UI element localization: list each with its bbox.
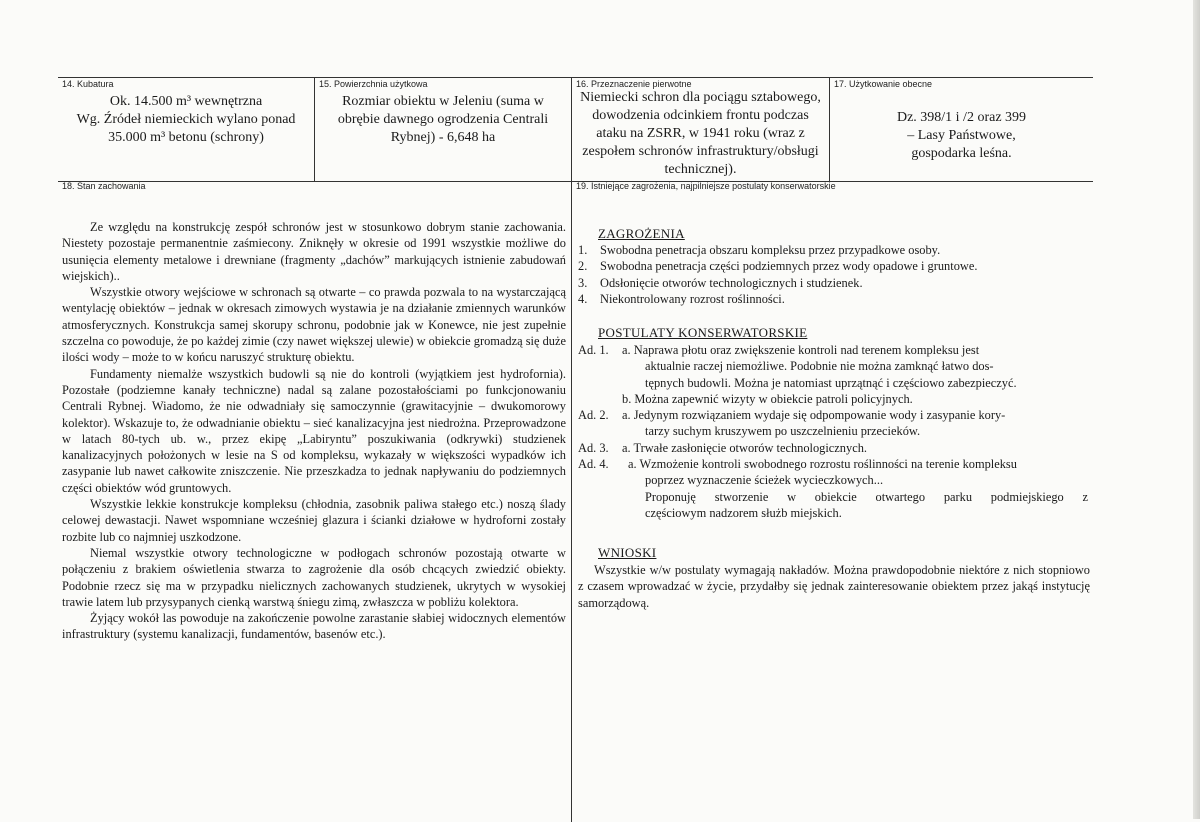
postulate-line: aktualnie raczej niemożliwe. Podobnie nie można zamknąć łatwo dos- bbox=[645, 359, 994, 374]
postulate-line: tępnych budowli. Można je natomiast uprzątnąć i częściowo zabezpieczyć. bbox=[645, 375, 1017, 390]
postulate-line: poprzez wyznaczenie ścieżek wycieczkowych... bbox=[645, 473, 884, 488]
threat-number: 4. bbox=[578, 291, 588, 306]
zagrozenia-list bbox=[578, 242, 1078, 307]
postulate-line: tarzy suchym kruszywem po uszczelnieniu przecieków. bbox=[645, 424, 921, 439]
threat-text: Swobodna penetracja obszaru kompleksu przez przypadkowe osoby. bbox=[600, 243, 941, 257]
postulate-line: a. Wzmożenie kontroli swobodnego rozrostu roślinności na terenie kompleksu bbox=[628, 457, 1017, 472]
postulate-label: Ad. 1. bbox=[578, 343, 609, 357]
threat-item bbox=[578, 291, 1078, 307]
przeznaczenie-line: technicznej). bbox=[664, 162, 737, 177]
paragraph: Fundamenty niemalże wszystkich budowli są nie do kontroli (wyjątkiem jest hydrofornia). Pozostałe (podziemne kanały techniczne) nadal są zalane pozostałościami po funkcjonowaniu Centrali Rybnej. Wiadomo, że nie odwadniały się samoczynnie (grawitacyjnie – dwukomorowy kolektor). Wskazuje to, że odwadnianie obiektu – sieć kanalizacyjna jest niedrożna. Przeprowadzone w latach 80-tych ub. w., przez ekipę „Labiryntu” poszukiwania (odkrywki) studzienek kanalizacyjnych położonych w lesie na S od kompleksu, wykazały w większości wypadków ich zasypanie lub nawet całkowite zniszczenie. Nie przeszkadza to jednak napływaniu do podziemnych części obiektów wód gruntowych. bbox=[62, 366, 566, 495]
przeznaczenie-line: ataku na ZSRR, w 1941 roku (wraz z bbox=[596, 126, 805, 141]
threat-text: Swobodna penetracja części podziemnych przez wody opadowe i gruntowe. bbox=[600, 259, 978, 274]
stan-zachowania-text bbox=[62, 219, 566, 643]
label-powierzchnia: 15. Powierzchnia użytkowa bbox=[319, 79, 428, 89]
cell-uzytkowanie bbox=[830, 78, 1093, 181]
postulate-ad3 bbox=[578, 440, 1088, 456]
cell-kubatura bbox=[58, 78, 314, 181]
uzytkowanie-text bbox=[830, 109, 1093, 163]
threat-item bbox=[578, 275, 1078, 291]
label-przeznaczenie: 16. Przeznaczenie pierwotne bbox=[576, 79, 692, 89]
postulaty-list bbox=[578, 342, 1088, 521]
label-stan-zachowania: 18. Stan zachowania bbox=[62, 181, 146, 191]
uzytkowanie-line: gospodarka leśna. bbox=[911, 146, 1012, 161]
postulate-ad4 bbox=[578, 456, 1088, 521]
przeznaczenie-line: Niemiecki schron dla pociągu sztabowego, bbox=[580, 90, 821, 105]
uzytkowanie-line: – Lasy Państwowe, bbox=[907, 128, 1016, 143]
threat-text: Odsłonięcie otworów technologicznych i studzienek. bbox=[600, 275, 863, 290]
paragraph: Ze względu na konstrukcję zespół schronów jest w stosunkowo dobrym stanie zachowania. Niestety pozostaje permanentnie zaśmiecony. Zniknęły w okresie od 1991 wszystkie możliwe do usunięcia elementy metalowe i drewniane (fragmenty „dachów” markujących istnienie zabudowań wiejskich).. bbox=[62, 220, 566, 283]
paragraph: Wszystkie lekkie konstrukcje kompleksu (chłodnia, zasobnik paliwa stałego etc.) noszą ślady celowej dewastacji. Nawet wspomniane wcześniej glazura i ścianki działowe w hydroforni zostały rozbite lub co najmniej uszkodzone. bbox=[62, 497, 566, 544]
kubatura-line: Ok. 14.500 m³ wewnętrzna bbox=[109, 94, 263, 109]
threat-item bbox=[578, 258, 1078, 274]
wnioski-text: Wszystkie w/w postulaty wymagają nakładów. Można prawdopodobnie niektóre z nich stopniowo z czasem wprowadzać w życie, przydałby się jednak zainteresowanie obiektem przez jakąś instytucję samorządową. bbox=[578, 563, 1090, 610]
postulate-label: Ad. 3. bbox=[578, 440, 609, 455]
threat-item bbox=[578, 242, 1078, 258]
label-zagrozenia-postulaty: 19. Istniejące zagrożenia, najpilniejsze postulaty konserwatorskie bbox=[576, 181, 836, 191]
paragraph: Wszystkie otwory wejściowe w schronach są otwarte – co prawda pozwala to na wystarczającą wentylację obiektów – jednak w okresach zimowych wystawia je na działanie zmiennych warunków atmosferycznych. Konstrukcja samej skorupy schronu, podobnie jak w Konewce, nie jest zupełnie szczelna co powoduje, że po każdej zimie (czy nawet większej ulewie) w obiekcie gromadzą się duże ilości wody – może to w końcu naruszyć strukturę obiektu. bbox=[62, 285, 566, 365]
uzytkowanie-line: Dz. 398/1 i /2 oraz 399 bbox=[896, 110, 1027, 125]
wnioski-heading: WNIOSKI bbox=[598, 545, 657, 560]
postulate-line: a. Jedynym rozwiązaniem wydaje się odpompowanie wody i zasypanie kory- bbox=[622, 408, 1006, 423]
label-kubatura: 14. Kubatura bbox=[62, 79, 114, 89]
threat-number: 2. bbox=[578, 259, 588, 274]
powierzchnia-line: Rybnej) - 6,648 ha bbox=[390, 130, 496, 145]
postulate-ad2 bbox=[578, 407, 1088, 440]
postulate-line: b. Można zapewnić wizyty w obiekcie patroli policyjnych. bbox=[622, 391, 913, 406]
kubatura-line: Wg. Źródeł niemieckich wylano ponad bbox=[76, 112, 296, 127]
powierzchnia-line: Rozmiar obiektu w Jeleniu (suma w bbox=[342, 94, 544, 109]
postulate-line: Proponuję stworzenie w obiekcie otwartego parku podmiejskiego z bbox=[645, 489, 1088, 504]
threat-number: 1. bbox=[578, 243, 588, 257]
label-uzytkowanie: 17. Użytkowanie obecne bbox=[834, 79, 933, 89]
postulate-ad1 bbox=[578, 342, 1088, 407]
paragraph: Żyjący wokół las powoduje na zakończenie powolne zarastanie słabiej widocznych elementów infrastruktury (systemu kanalizacji, fundamentów, basenów etc.). bbox=[62, 611, 566, 642]
threat-number: 3. bbox=[578, 275, 588, 290]
postulaty-heading: POSTULATY KONSERWATORSKIE bbox=[598, 325, 808, 340]
przeznaczenie-line: zespołem schronów infrastruktury/obsługi bbox=[582, 144, 819, 159]
threat-text: Niekontrolowany rozrost roślinności. bbox=[600, 291, 785, 306]
postulate-label: Ad. 2. bbox=[578, 408, 609, 423]
header-row bbox=[58, 77, 1093, 182]
kubatura-text bbox=[58, 93, 314, 147]
postulate-line: częściowym nadzorem służb miejskich. bbox=[645, 505, 842, 520]
postulate-label: Ad. 4. bbox=[578, 457, 609, 472]
postulate-line: a. Naprawa płotu oraz zwiększenie kontroli nad terenem kompleksu jest bbox=[622, 343, 980, 357]
powierzchnia-line: obrębie dawnego ogrodzenia Centrali bbox=[337, 112, 549, 127]
powierzchnia-text bbox=[315, 93, 571, 147]
paragraph: Niemal wszystkie otwory technologiczne w podłogach schronów pozostają otwarte w połączeniu z brakiem oświetlenia stwarza to zagrożenie dla osób chcących zwiedzić obiekty. Podobnie rzecz się ma w przypadku nielicznych zachowanych studzienek, ukrytych w wysokiej trawie latem lub przysypanych cienką warstwą śniegu zimą, zwłaszcza w pobliżu kolektora. bbox=[62, 545, 566, 609]
postulate-line: a. Trwałe zasłonięcie otworów technologicznych. bbox=[622, 440, 867, 455]
przeznaczenie-line: dowodzenia odcinkiem frontu podczas bbox=[592, 108, 809, 123]
cell-przeznaczenie bbox=[572, 78, 829, 181]
cell-powierzchnia bbox=[315, 78, 571, 181]
przeznaczenie-text bbox=[572, 89, 829, 179]
divider-vertical bbox=[571, 180, 572, 822]
zagrozenia-heading: ZAGROŻENIA bbox=[598, 226, 685, 241]
scan-edge bbox=[1193, 0, 1200, 819]
kubatura-line: 35.000 m³ betonu (schrony) bbox=[108, 130, 264, 145]
